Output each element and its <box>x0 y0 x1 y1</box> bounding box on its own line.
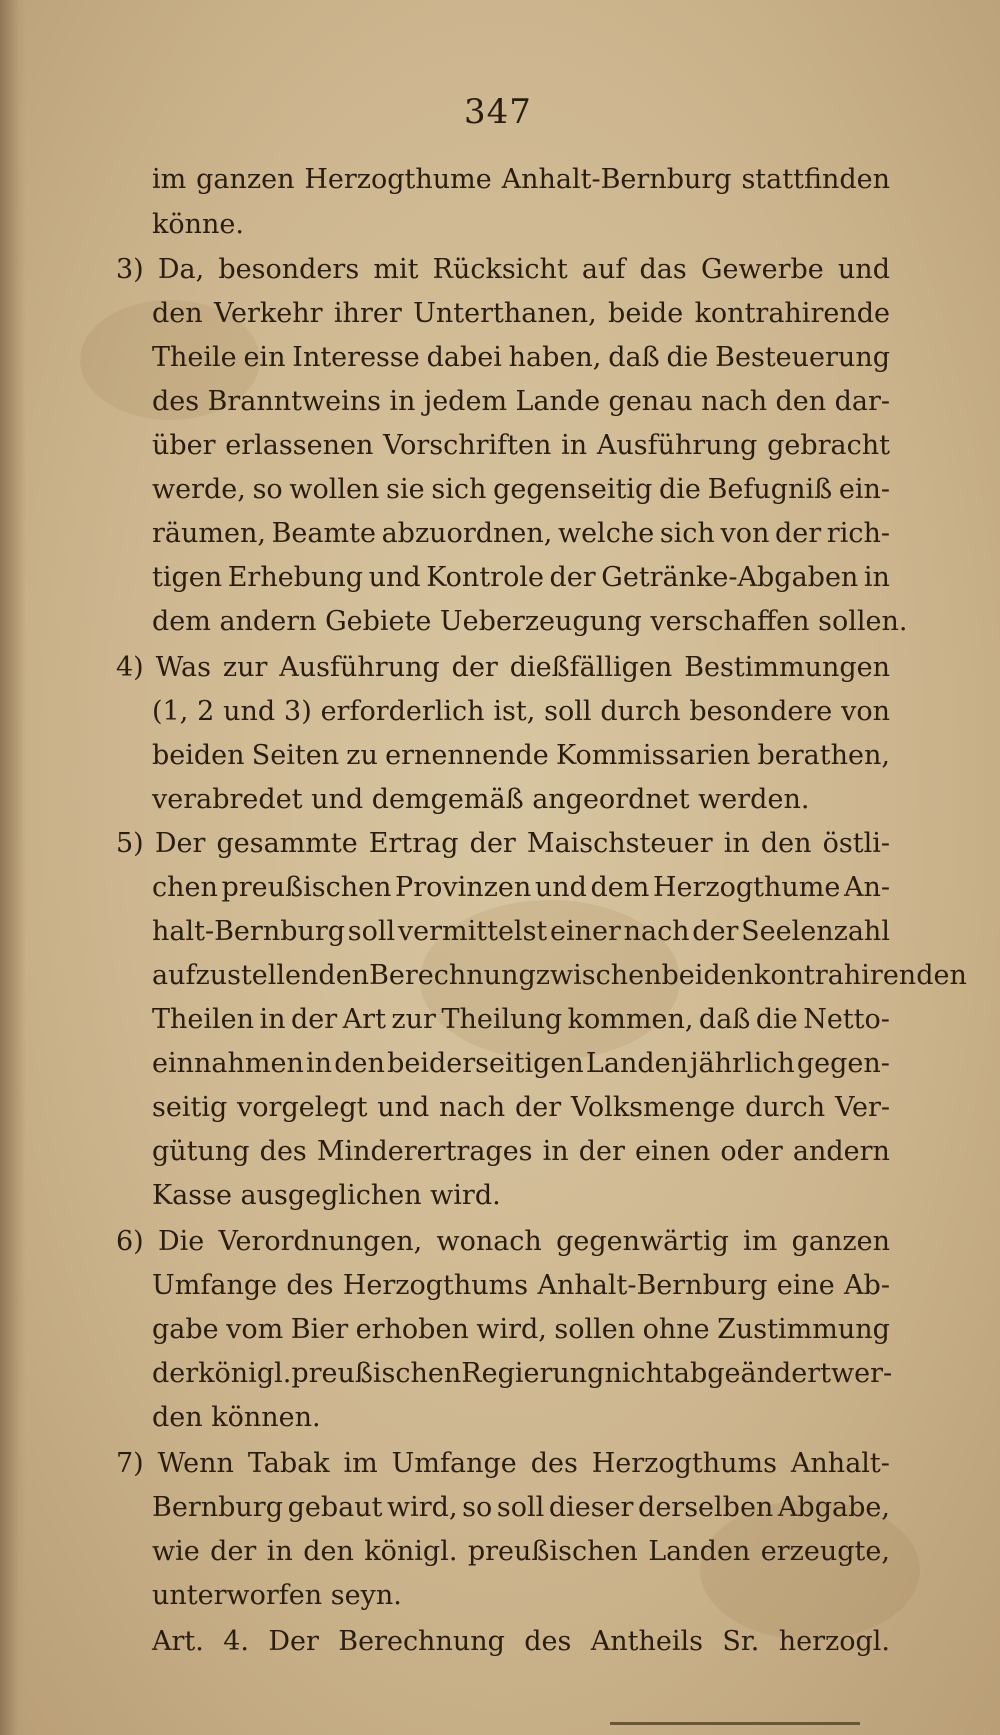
word: gütung <box>152 1136 250 1167</box>
word: Landen <box>585 1048 688 1079</box>
text-line <box>152 1132 890 1172</box>
word: des <box>152 386 200 417</box>
word: in <box>723 828 750 859</box>
word: Unterthanen, <box>413 298 597 329</box>
word: rich- <box>826 518 890 549</box>
word: so <box>252 474 283 505</box>
word: dar- <box>834 386 890 417</box>
word: ist, <box>493 696 536 727</box>
word: welche <box>557 518 655 549</box>
word: im <box>343 1448 378 1479</box>
word: sie <box>386 474 425 505</box>
word: Ver- <box>834 1092 890 1123</box>
word: Der <box>268 1626 319 1657</box>
word: Regierung <box>461 1358 605 1389</box>
word: gegen- <box>796 1048 890 1079</box>
word: wird, <box>476 1314 547 1345</box>
text-line <box>152 470 890 510</box>
word: seitig <box>152 1092 228 1123</box>
text-line <box>152 1310 890 1350</box>
word: durch <box>600 696 681 727</box>
word: die <box>658 474 701 505</box>
word: 3) <box>116 254 144 285</box>
word: tigen <box>152 562 223 593</box>
text-line <box>152 1000 890 1040</box>
word: preußischen <box>467 1536 638 1567</box>
word: herzogl. <box>778 1626 890 1657</box>
text-line <box>152 1266 890 1306</box>
word: Antheils <box>590 1626 703 1657</box>
word: An- <box>843 872 890 903</box>
text-line <box>152 1354 893 1394</box>
word: dießfälligen <box>509 652 673 683</box>
word: Branntweins <box>207 386 381 417</box>
word: und <box>534 872 587 903</box>
word: abzuordnen, <box>381 518 553 549</box>
text-line <box>152 692 890 732</box>
word: Theilen <box>152 1004 255 1035</box>
text-line: verabredet und demgemäß angeordnet werden. <box>152 784 810 815</box>
word: Gewerbe <box>700 254 824 285</box>
word: Berechnung <box>369 960 536 991</box>
word: den <box>152 298 203 329</box>
word: einen <box>634 1136 711 1167</box>
word: des <box>530 1448 578 1479</box>
word: andern <box>792 1136 890 1167</box>
text-line <box>152 514 890 554</box>
word: wie <box>152 1536 200 1567</box>
text-line <box>152 1488 890 1528</box>
word: Seiten <box>251 740 340 771</box>
word: aufzustellenden <box>152 960 370 991</box>
word: Art. <box>152 1626 204 1657</box>
word: Bernburg <box>152 1492 283 1523</box>
word: Getränke-Abgaben <box>601 562 859 593</box>
word: räumen, <box>152 518 266 549</box>
word: Herzogthums <box>342 1270 529 1301</box>
word: Besteuerung <box>715 342 890 373</box>
word: gabe <box>152 1314 219 1345</box>
text-line <box>152 160 890 200</box>
word: Herzogthume <box>304 164 492 195</box>
word: nach <box>439 1092 506 1123</box>
word: von <box>720 518 770 549</box>
word: Bestimmungen <box>684 652 890 683</box>
word: Wenn <box>157 1448 234 1479</box>
word: Verkehr <box>214 298 323 329</box>
word: (1, <box>152 696 189 727</box>
word: vermittelst <box>397 916 548 947</box>
word: Rücksicht <box>432 254 568 285</box>
word: gegenseitig <box>493 474 653 505</box>
word: Ausführung <box>279 652 440 683</box>
word: der <box>451 652 498 683</box>
text-line: Kasse ausgeglichen wird. <box>152 1180 501 1211</box>
word: zu <box>346 740 378 771</box>
word: Kontrole <box>426 562 544 593</box>
word: erforderlich <box>320 696 485 727</box>
text-line: den können. <box>152 1402 321 1433</box>
word: erhoben <box>355 1314 469 1345</box>
text-line <box>152 956 967 996</box>
word: halt-Bernburg <box>152 916 346 947</box>
word: den <box>334 1048 385 1079</box>
word: ernennende <box>385 740 549 771</box>
word: königl. <box>364 1536 458 1567</box>
word: Ausführung <box>596 430 758 461</box>
word: erzeugte, <box>760 1536 890 1567</box>
word: haben, <box>508 342 602 373</box>
word: nach <box>701 386 768 417</box>
word: beiden <box>152 740 245 771</box>
word: in <box>306 1048 333 1079</box>
word: Umfange <box>391 1448 517 1479</box>
word: stattfinden <box>741 164 890 195</box>
word: Seelenzahl <box>741 916 890 947</box>
text-line: dem andern Gebiete Ueberzeugung verschaffen sollen. <box>152 606 908 637</box>
word: der <box>469 828 516 859</box>
word: jedem <box>423 386 508 417</box>
word: Anhalt-Bernburg <box>501 164 732 195</box>
word: der <box>774 518 822 549</box>
word: Beamte <box>271 518 376 549</box>
page-number: 347 <box>464 92 532 132</box>
word: besondere <box>689 696 833 727</box>
word: jährlich <box>690 1048 795 1079</box>
word: zur <box>391 1004 436 1035</box>
word: im <box>152 164 187 195</box>
word: berathen, <box>757 740 890 771</box>
word: der <box>692 916 739 947</box>
word: Theilung <box>441 1004 563 1035</box>
word: Berechnung <box>338 1626 505 1657</box>
word: oder <box>720 1136 783 1167</box>
word: Ab- <box>844 1270 890 1301</box>
text-line <box>152 382 890 422</box>
word: der <box>514 1092 562 1123</box>
word: Abgabe, <box>777 1492 890 1523</box>
text-line <box>152 868 890 908</box>
word: ein <box>243 342 286 373</box>
word: derselben <box>638 1492 774 1523</box>
word: zwischen <box>535 960 662 991</box>
page-bottom-rule <box>610 1722 860 1725</box>
word: kontrahirende <box>694 298 890 329</box>
word: Zustimmung <box>717 1314 890 1345</box>
word: zur <box>222 652 268 683</box>
word: Interesse <box>292 342 420 373</box>
word: erlassenen <box>225 430 374 461</box>
text-line <box>152 1044 890 1084</box>
text-line: könne. <box>152 209 244 240</box>
text-line <box>116 1444 890 1484</box>
word: beide <box>608 298 684 329</box>
word: Verordnungen, <box>218 1226 423 1257</box>
word: wollen <box>289 474 380 505</box>
word: Umfange <box>152 1270 278 1301</box>
word: Art <box>342 1004 386 1035</box>
word: der <box>210 1536 257 1567</box>
word: die <box>666 342 709 373</box>
word: in <box>389 386 416 417</box>
word: sollen <box>554 1314 636 1345</box>
word: und <box>837 254 890 285</box>
word: vorgelegt <box>237 1092 368 1123</box>
word: einer <box>549 916 621 947</box>
word: Bier <box>290 1314 349 1345</box>
word: der <box>578 1136 625 1167</box>
word: gegenwärtig <box>556 1226 729 1257</box>
text-line <box>116 250 890 290</box>
word: Herzogthume <box>652 872 841 903</box>
word: ihrer <box>333 298 402 329</box>
word: sich <box>431 474 487 505</box>
word: und <box>368 562 421 593</box>
word: gebracht <box>767 430 890 461</box>
word: der <box>549 562 596 593</box>
word: nach <box>623 916 690 947</box>
word: dem <box>590 872 650 903</box>
word: 6) <box>116 1226 144 1257</box>
word: auf <box>581 254 626 285</box>
word: gebaut <box>287 1492 383 1523</box>
word: preußischen <box>291 1358 462 1389</box>
word: mit <box>373 254 419 285</box>
word: des <box>259 1136 307 1167</box>
word: das <box>639 254 687 285</box>
word: eine <box>776 1270 835 1301</box>
word: den <box>303 1536 354 1567</box>
word: chen <box>152 872 218 903</box>
word: Netto- <box>803 1004 890 1035</box>
word: 7) <box>116 1448 144 1479</box>
word: vom <box>226 1314 284 1345</box>
word: kommen, <box>567 1004 694 1035</box>
word: Minderertrages <box>316 1136 533 1167</box>
word: und <box>377 1092 430 1123</box>
word: wird, <box>387 1492 458 1523</box>
text-line: unterworfen seyn. <box>152 1580 402 1611</box>
word: dieser <box>548 1492 634 1523</box>
word: durch <box>745 1092 826 1123</box>
word: Der <box>154 828 206 859</box>
word: soll <box>347 916 396 947</box>
text-line <box>152 294 890 334</box>
word: über <box>152 430 216 461</box>
word: besonders <box>218 254 360 285</box>
word: des <box>286 1270 334 1301</box>
word: den <box>775 386 827 417</box>
word: in <box>266 1536 293 1567</box>
word: 4. <box>223 1626 249 1657</box>
word: des <box>524 1626 572 1657</box>
word: kontrahirenden <box>754 960 967 991</box>
word: Anhalt-Bernburg <box>537 1270 768 1301</box>
word: Provinzen <box>395 872 532 903</box>
word: soll <box>544 696 592 727</box>
word: der <box>291 1004 338 1035</box>
text-line <box>116 648 890 688</box>
word: ohne <box>642 1314 710 1345</box>
word: beiden <box>661 960 755 991</box>
word: ganzen <box>791 1226 890 1257</box>
word: Da, <box>157 254 205 285</box>
word: sich <box>659 518 715 549</box>
word: Befugniß <box>707 474 833 505</box>
word: dabei <box>426 342 502 373</box>
text-line <box>152 912 890 952</box>
text-line <box>152 1622 890 1662</box>
word: Die <box>157 1226 205 1257</box>
word: Theile <box>152 342 237 373</box>
word: in <box>863 562 890 593</box>
word: von <box>841 696 890 727</box>
word: so <box>462 1492 493 1523</box>
word: 2 <box>197 696 215 727</box>
word: der <box>152 1358 199 1389</box>
text-line <box>152 558 890 598</box>
text-line <box>152 338 890 378</box>
word: Tabak <box>247 1448 330 1479</box>
word: Kommissarien <box>556 740 751 771</box>
word: daß <box>698 1004 751 1035</box>
word: Volksmenge <box>570 1092 736 1123</box>
word: in <box>542 1136 569 1167</box>
word: werde, <box>152 474 246 505</box>
word: Vorschriften <box>383 430 552 461</box>
word: genau <box>608 386 693 417</box>
word: die <box>755 1004 798 1035</box>
word: gesammte <box>216 828 358 859</box>
word: beiderseitigen <box>387 1048 584 1079</box>
word: soll <box>496 1492 545 1523</box>
text-line <box>152 736 890 776</box>
word: Landen <box>648 1536 751 1567</box>
word: in <box>259 1004 286 1035</box>
word: und <box>223 696 276 727</box>
word: Lande <box>515 386 601 417</box>
word: Ertrag <box>368 828 459 859</box>
text-line <box>116 824 890 864</box>
word: im <box>743 1226 778 1257</box>
word: wonach <box>436 1226 542 1257</box>
word: abgeändert <box>673 1358 832 1389</box>
text-line <box>152 1088 890 1128</box>
word: den <box>760 828 812 859</box>
word: Was <box>155 652 211 683</box>
word: Anhalt- <box>790 1448 890 1479</box>
word: in <box>561 430 588 461</box>
word: Maischsteuer <box>526 828 713 859</box>
word: daß <box>608 342 660 373</box>
word: wer- <box>831 1358 893 1389</box>
word: östli- <box>822 828 890 859</box>
word: 4) <box>116 652 144 683</box>
word: einnahmen <box>152 1048 304 1079</box>
text-line <box>152 426 890 466</box>
word: preußischen <box>221 872 392 903</box>
text-line <box>116 1222 890 1262</box>
word: nicht <box>604 1358 674 1389</box>
word: Herzogthums <box>591 1448 778 1479</box>
word: ein- <box>838 474 890 505</box>
word: Erhebung <box>227 562 364 593</box>
word: Sr. <box>722 1626 760 1657</box>
word: 3) <box>284 696 312 727</box>
word: königl. <box>198 1358 292 1389</box>
word: 5) <box>116 828 144 859</box>
text-line <box>152 1532 890 1572</box>
word: ganzen <box>196 164 295 195</box>
